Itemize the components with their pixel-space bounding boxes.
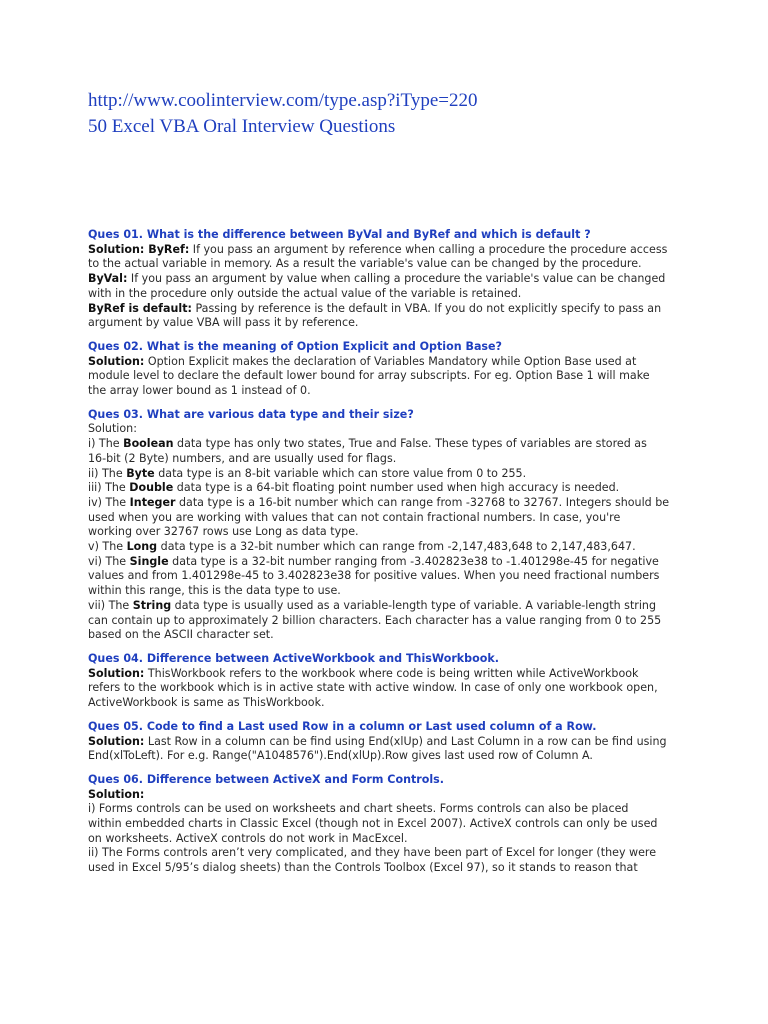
question-block bbox=[88, 340, 686, 399]
answer-text: ThisWorkbook refers to the workbook where code is being written while ActiveWorkbook bbox=[144, 666, 639, 680]
answer-text: vii) The bbox=[88, 598, 133, 612]
answer-line bbox=[88, 681, 686, 696]
bold-text: Byte bbox=[126, 466, 155, 480]
answer-text: on worksheets. ActiveX controls do not work in MacExcel. bbox=[88, 831, 408, 845]
question-title: Ques 05. Code to find a Last used Row in a column or Last used column of a Row. bbox=[88, 719, 597, 733]
answer-text: iv) The bbox=[88, 495, 130, 509]
answer-text: i) Forms controls can be used on worksheets and chart sheets. Forms controls can also be placed bbox=[88, 802, 629, 816]
question-block bbox=[88, 773, 686, 876]
answer-text: argument by value VBA will pass it by reference. bbox=[88, 316, 359, 330]
answer-text: module level to declare the default lower bound for array subscripts. For eg. Option Base 1 will make bbox=[88, 369, 650, 383]
bold-text: String bbox=[132, 598, 172, 612]
answer-text: ii) The Forms controls aren’t very complicated, and they have been part of Excel for longer (they were bbox=[88, 846, 657, 860]
answer-line bbox=[88, 243, 686, 258]
answer-text: vi) The bbox=[88, 554, 130, 568]
answer-text: used when you are working with values that can not contain fractional numbers. In case, you're bbox=[88, 510, 621, 524]
bold-text: Solution: bbox=[88, 787, 145, 801]
answer-text: 16-bit (2 Byte) numbers, and are usually used for flags. bbox=[88, 451, 397, 465]
answer-line bbox=[88, 257, 686, 272]
question-title: Ques 06. Difference between ActiveX and Form Controls. bbox=[88, 772, 444, 786]
answer-line bbox=[88, 584, 686, 599]
bold-text: Single bbox=[129, 554, 169, 568]
question-block bbox=[88, 408, 686, 643]
answer-line bbox=[88, 384, 686, 399]
answer-line bbox=[88, 628, 686, 643]
answer-text: v) The bbox=[88, 540, 127, 554]
answer-text: data type is usually used as a variable-length type of variable. A variable-length string bbox=[171, 598, 657, 612]
answer-line bbox=[88, 467, 686, 482]
answer-text: Passing by reference is the default in VBA. If you do not explicitly specify to pass an bbox=[191, 301, 662, 315]
answer-text: iii) The bbox=[88, 481, 130, 495]
bold-text: Solution: bbox=[88, 734, 145, 748]
answer-line bbox=[88, 599, 686, 614]
source-link[interactable]: http://www.coolinterview.com/type.asp?iType=220 bbox=[88, 90, 478, 111]
questions-list bbox=[88, 228, 686, 885]
answer-text: within embedded charts in Classic Excel (though not in Excel 2007). ActiveX controls can only be used bbox=[88, 817, 658, 831]
bold-text: Integer bbox=[129, 495, 176, 509]
answer-text: Last Row in a column can be find using End(xlUp) and Last Column in a row can be find using bbox=[144, 734, 667, 748]
answer-text: Option Explicit makes the declaration of Variables Mandatory while Option Base used at bbox=[144, 354, 637, 368]
answer-line bbox=[88, 355, 686, 370]
answer-text: data type is a 16-bit number which can range from -32768 to 32767. Integers should be bbox=[175, 495, 670, 509]
question-block bbox=[88, 720, 686, 764]
answer-text: Solution: bbox=[88, 422, 137, 436]
answer-text: data type has only two states, True and False. These types of variables are stored as bbox=[173, 437, 647, 451]
answer-text: refers to the workbook which is in active state with active window. In case of only one workbook open, bbox=[88, 681, 658, 695]
answer-text: ii) The bbox=[88, 466, 127, 480]
answer-text: End(xlToLeft). For e.g. Range("A1048576").End(xlUp).Row gives last used row of Column A. bbox=[88, 749, 593, 763]
answer-line bbox=[88, 696, 686, 711]
answer-text: If you pass an argument by value when calling a procedure the variable's value can be changed bbox=[127, 272, 666, 286]
answer-line bbox=[88, 667, 686, 682]
document-header bbox=[88, 88, 728, 140]
bold-text: Solution: bbox=[88, 354, 145, 368]
answer-line bbox=[88, 302, 686, 317]
question-block bbox=[88, 228, 686, 331]
answer-text: data type is a 64-bit floating point number used when high accuracy is needed. bbox=[173, 481, 620, 495]
answer-line bbox=[88, 555, 686, 570]
answer-text: data type is a 32-bit number which can range from -2,147,483,648 to 2,147,483,647. bbox=[157, 540, 636, 554]
bold-text: Solution: ByRef: bbox=[88, 242, 190, 256]
answer-line bbox=[88, 437, 686, 452]
bold-text: Solution: bbox=[88, 666, 145, 680]
answer-text: data type is a 32-bit number ranging from -3.402823e38 to -1.401298e-45 for negative bbox=[168, 554, 659, 568]
answer-line bbox=[88, 735, 686, 750]
bold-text: Boolean bbox=[123, 437, 174, 451]
answer-line bbox=[88, 614, 686, 629]
answer-text: within this range, this is the data type to use. bbox=[88, 584, 341, 598]
question-title: Ques 01. What is the difference between ByVal and ByRef and which is default ? bbox=[88, 228, 591, 241]
answer-text: based on the ASCII character set. bbox=[88, 628, 274, 642]
bold-text: Double bbox=[129, 481, 174, 495]
answer-line bbox=[88, 749, 686, 764]
question-title: Ques 02. What is the meaning of Option Explicit and Option Base? bbox=[88, 339, 502, 353]
bold-text: Long bbox=[126, 540, 158, 554]
answer-line bbox=[88, 316, 686, 331]
answer-line bbox=[88, 287, 686, 302]
bold-text: ByRef is default: bbox=[88, 301, 192, 315]
answer-line bbox=[88, 802, 686, 817]
question-title: Ques 03. What are various data type and their size? bbox=[88, 407, 414, 421]
answer-line bbox=[88, 846, 686, 861]
answer-line bbox=[88, 481, 686, 496]
bold-text: ByVal: bbox=[88, 272, 128, 286]
document-title: 50 Excel VBA Oral Interview Questions bbox=[88, 116, 396, 137]
answer-line bbox=[88, 861, 686, 876]
answer-line bbox=[88, 788, 686, 803]
question-block bbox=[88, 652, 686, 711]
answer-text: data type is an 8-bit variable which can store value from 0 to 255. bbox=[154, 466, 527, 480]
answer-text: used in Excel 5/95’s dialog sheets) than the Controls Toolbox (Excel 97), so it stands to reason that bbox=[88, 861, 638, 875]
question-title: Ques 04. Difference between ActiveWorkbook and ThisWorkbook. bbox=[88, 651, 499, 665]
answer-text: values and from 1.401298e-45 to 3.402823e38 for positive values. When you need fractional numbers bbox=[88, 569, 660, 583]
answer-text: the array lower bound as 1 instead of 0. bbox=[88, 384, 311, 398]
answer-text: working over 32767 rows use Long as data type. bbox=[88, 525, 359, 539]
answer-line bbox=[88, 496, 686, 511]
answer-line bbox=[88, 272, 686, 287]
answer-text: can contain up to approximately 2 billion characters. Each character has a value ranging from 0 to 255 bbox=[88, 613, 662, 627]
answer-line bbox=[88, 422, 686, 437]
answer-text: i) The bbox=[88, 437, 124, 451]
answer-line bbox=[88, 569, 686, 584]
answer-text: with in the procedure only outside the actual value of the variable is retained. bbox=[88, 286, 522, 300]
answer-line bbox=[88, 525, 686, 540]
answer-text: to the actual variable in memory. As a result the variable's value can be changed by the procedure. bbox=[88, 257, 642, 271]
answer-line bbox=[88, 511, 686, 526]
answer-line bbox=[88, 817, 686, 832]
answer-line bbox=[88, 369, 686, 384]
answer-text: ActiveWorkbook is same as ThisWorkbook. bbox=[88, 696, 325, 710]
answer-line bbox=[88, 832, 686, 847]
answer-line bbox=[88, 540, 686, 555]
answer-line bbox=[88, 452, 686, 467]
answer-text: If you pass an argument by reference when calling a procedure the procedure access bbox=[189, 242, 668, 256]
